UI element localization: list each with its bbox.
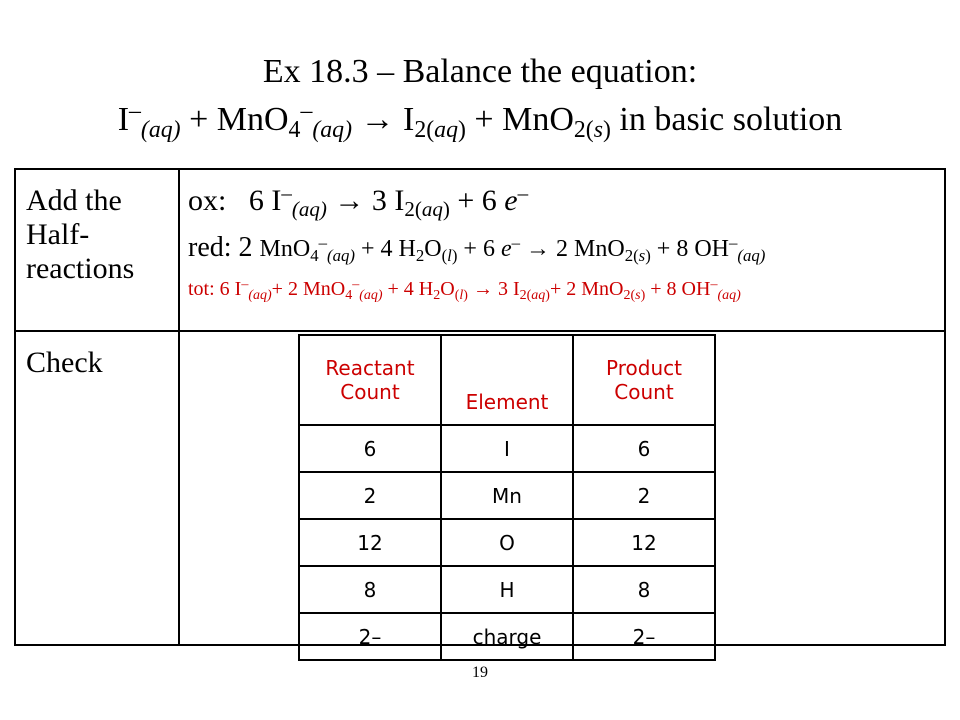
add-half-reactions-label: Add the Half-reactions — [26, 184, 135, 285]
reactant-count-cell: 2– — [299, 613, 441, 660]
reactant-count-cell: 12 — [299, 519, 441, 566]
reactant-count-cell: 6 — [299, 425, 441, 472]
title-line-2: $I^-_{(aq)} + MnO_4^-_{(aq)} \to I_{2(aq)} + MnO_{2(s)}$ in basic solution — [117, 98, 843, 144]
reactant-count-cell: 8 — [299, 566, 441, 613]
table-row — [299, 425, 715, 472]
product-count-cell: 2 — [573, 472, 715, 519]
reactant-count-header: Reactant Count — [299, 335, 441, 425]
product-count-cell: 6 — [573, 425, 715, 472]
table-row — [299, 519, 715, 566]
element-cell: I — [441, 425, 573, 472]
product-count-cell: 12 — [573, 519, 715, 566]
reactant-count-cell: 2 — [299, 472, 441, 519]
oxidation-half-reaction: ox: 6 $I^-_{(aq)} \to 3$ $I_{2(aq)} + 6$ e– — [188, 180, 529, 222]
title-line-1: Ex 18.3 – Balance the equation: — [262, 53, 698, 90]
table-header-row — [299, 335, 715, 425]
table-row — [299, 472, 715, 519]
element-cell: O — [441, 519, 573, 566]
element-header: Element — [441, 335, 573, 425]
element-cell: charge — [441, 613, 573, 660]
product-count-header: Product Count — [573, 335, 715, 425]
total-reaction: tot: 6 $I^-_{(aq)}+ 2$ MnO$_4$–$_{(aq)}$ + 4 $H_2O_{(l)} \to 3$ $I_{2(aq)}+ 2$ MnO$_{2(s)}$ + 8 $OH^-_{(aq)}$ — [188, 277, 741, 304]
table-row-divider — [16, 330, 944, 332]
check-label: Check — [26, 346, 103, 379]
slide-title — [0, 48, 960, 144]
reduction-half-reaction: red: 2 MnO$_4$–$_{(aq)}$ + 4 $H_2O_{(l)} + 6$ e– → 2 MnO$_{2(s)}$ + 8 $OH^-_{(aq)}$ — [188, 232, 766, 266]
table-row — [299, 613, 715, 660]
atom-count-table — [298, 334, 716, 661]
table-column-divider — [178, 170, 180, 644]
solution-table — [14, 168, 946, 649]
product-count-cell: 2– — [573, 613, 715, 660]
product-count-cell: 8 — [573, 566, 715, 613]
page-number: 19 — [472, 664, 488, 681]
element-cell: Mn — [441, 472, 573, 519]
element-cell: H — [441, 566, 573, 613]
table-row — [299, 566, 715, 613]
